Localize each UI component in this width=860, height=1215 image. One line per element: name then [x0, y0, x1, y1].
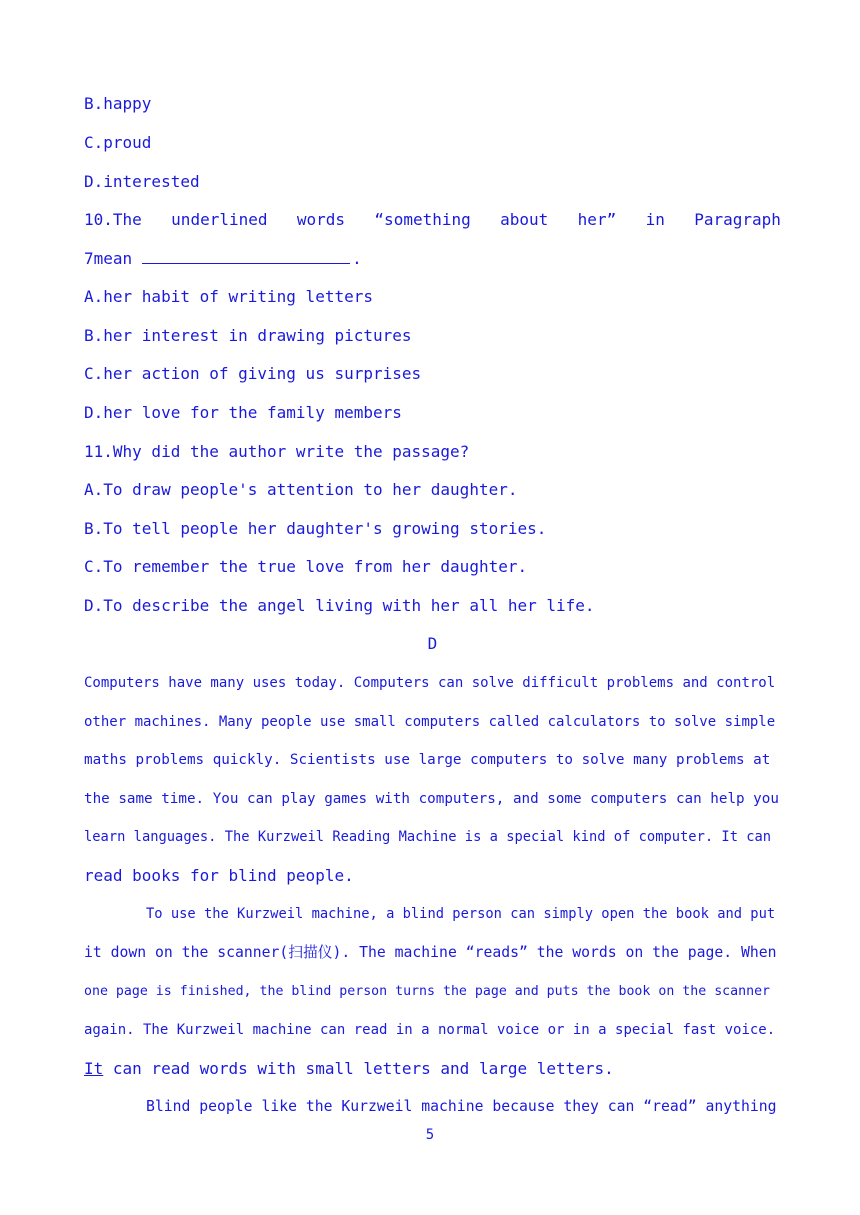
q10-option-c: C.her action of giving us surprises [84, 364, 422, 383]
q10-option-b: B.her interest in drawing pictures [84, 326, 412, 345]
passage-line: To use the Kurzweil machine, a blind person can simply open the book and put [146, 906, 776, 922]
passage-line: one page is finished, the blind person turns the page and puts the book on the scanner [84, 984, 771, 999]
q11-option-c: C.To remember the true love from her daughter. [84, 557, 528, 576]
q11-option-d: D.To describe the angel living with her all her life. [84, 596, 595, 615]
q9-option-d: D.interested [84, 172, 200, 191]
passage-line: it down on the scanner(扫描仪). The machine “reads” the words on the page. When [84, 944, 777, 961]
passage-line: read books for blind people. [84, 866, 354, 885]
answer-blank [142, 249, 350, 264]
q10-word: Paragraph [694, 210, 781, 229]
passage-line: Computers have many uses today. Computers can solve difficult problems and control [84, 675, 776, 691]
q10-word: 10.The [84, 210, 142, 229]
q9-option-b: B.happy [84, 94, 152, 113]
passage-line [84, 1059, 781, 1079]
passage-line: the same time. You can play games with computers, and some computers can help you [84, 791, 779, 807]
q10-option-a: A.her habit of writing letters [84, 287, 373, 306]
q9-option-c: C.proud [84, 133, 152, 152]
passage-line-rest: can read words with small letters and large letters. [103, 1059, 614, 1078]
q10-word: words [296, 210, 346, 229]
q10-stem-line2 [84, 249, 781, 269]
section-heading: D [427, 634, 438, 653]
q11-stem: 11.Why did the author write the passage? [84, 442, 470, 461]
q10-word: underlined [171, 210, 268, 229]
passage-line: learn languages. The Kurzweil Reading Machine is a special kind of computer. It can [84, 829, 772, 845]
underlined-word: It [84, 1059, 104, 1078]
passage-line: maths problems quickly. Scientists use large computers to solve many problems at [84, 752, 771, 768]
q10-word: her” [577, 210, 617, 229]
passage-line: Blind people like the Kurzweil machine because they can “read” anything [146, 1098, 777, 1115]
q10-option-d: D.her love for the family members [84, 403, 402, 422]
q11-option-a: A.To draw people's attention to her daughter. [84, 480, 518, 499]
q10-word: in [645, 210, 665, 229]
page-number: 5 [425, 1127, 435, 1143]
q10-word: about [500, 210, 549, 229]
passage-line: again. The Kurzweil machine can read in a normal voice or in a special fast voice. [84, 1022, 776, 1038]
q10-stem [84, 210, 781, 230]
passage-line: other machines. Many people use small computers called calculators to solve simple [84, 714, 776, 730]
q10-stem-end: . [352, 249, 362, 268]
q10-word: “something [374, 210, 471, 229]
q10-stem-start: 7mean [84, 249, 133, 268]
q11-option-b: B.To tell people her daughter's growing stories. [84, 519, 547, 538]
